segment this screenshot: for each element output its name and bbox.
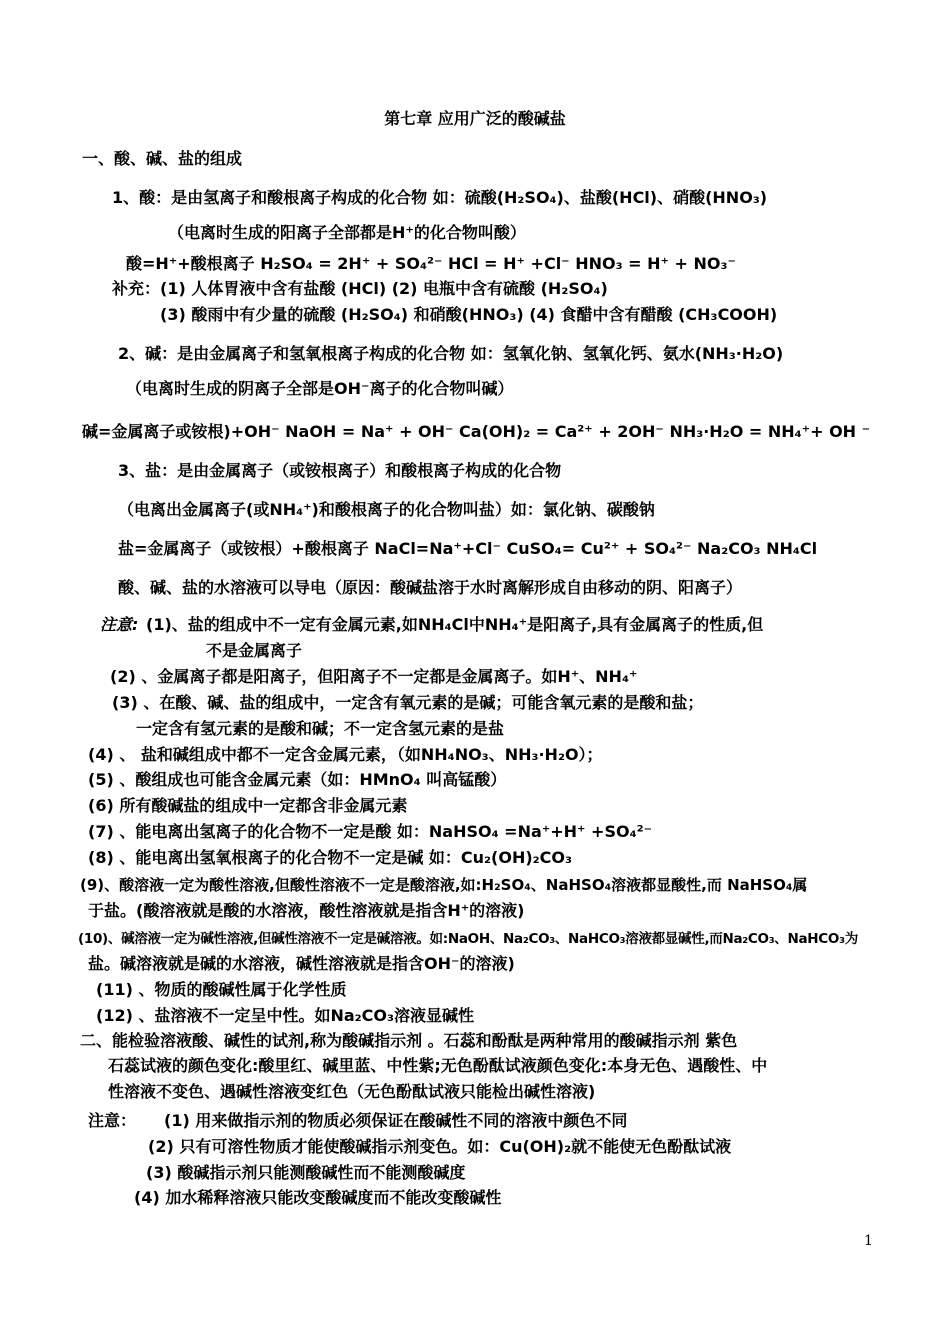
- acid-supplement-1: 补充：(1) 人体胃液中含有盐酸 (HCl) (2) 电瓶中含有硫酸 (H₂SO₄): [112, 279, 608, 298]
- base-definition: 2、碱：是由金属离子和氢氧根离子构成的化合物 如：氢氧化钠、氢氧化钙、氨水(NH₃·H₂O): [118, 344, 784, 363]
- section-heading-1: 一、酸、碱、盐的组成: [82, 149, 243, 168]
- attention-3: (3) 酸碱指示剂只能测酸碱性而不能测酸碱度: [146, 1163, 466, 1182]
- attention-1: (1) 用来做指示剂的物质必须保证在酸碱性不同的溶液中颜色不同: [164, 1111, 628, 1130]
- note-1a: (1)、盐的组成中不一定有金属元素,如NH₄Cl中NH₄⁺是阳离子,具有金属离子的性质,但: [146, 615, 764, 634]
- note-1b: 不是金属离子: [206, 641, 303, 660]
- page-title: 第七章 应用广泛的酸碱盐: [384, 109, 566, 128]
- indicator-colors-1: 石蕊试液的颜色变化:酸里红、碱里蓝、中性紫;无色酚酞试液颜色变化:本身无色、遇酸性、中: [108, 1056, 768, 1075]
- note-2: (2) 、金属离子都是阳离子，但阳离子不一定都是金属离子。如H⁺、NH₄⁺: [110, 667, 638, 686]
- note-9b: 于盐。(酸溶液就是酸的水溶液，酸性溶液就是指含H⁺的溶液): [88, 901, 525, 920]
- note-3b: 一定含有氢元素的是酸和碱；不一定含氢元素的是盐: [136, 719, 505, 738]
- note-6: (6) 所有酸碱盐的组成中一定都含非金属元素: [88, 796, 408, 815]
- note-12: (12) 、盐溶液不一定呈中性。如Na₂CO₃溶液显碱性: [96, 1006, 475, 1025]
- note-10b: 盐。碱溶液就是碱的水溶液，碱性溶液就是指含OH⁻的溶液): [88, 954, 515, 973]
- conductivity-note: 酸、碱、盐的水溶液可以导电（原因：酸碱盐溶于水时离解形成自由移动的阴、阳离子）: [118, 578, 743, 597]
- note-10a: (10)、碱溶液一定为碱性溶液,但碱性溶液不一定是碱溶液。如:NaOH、Na₂CO₃、NaHCO₃溶液都显碱性,而Na₂CO₃、NaHCO₃为: [78, 931, 858, 947]
- base-ionization-note: （电离时生成的阴离子全部是OH⁻离子的化合物叫碱）: [126, 379, 514, 398]
- note-11: (11) 、物质的酸碱性属于化学性质: [96, 980, 347, 999]
- note-3a: (3) 、在酸、碱、盐的组成中，一定含有氧元素的是碱；可能含氧元素的是酸和盐；: [112, 693, 704, 712]
- page-number: 1: [864, 1233, 873, 1249]
- note-label: 注意:: [100, 615, 139, 634]
- section-heading-2: 二、能检验溶液酸、碱性的试剂,称为酸碱指示剂 。石蕊和酚酞是两种常用的酸碱指示剂 紫色: [80, 1031, 738, 1050]
- note-4: (4) 、 盐和碱组成中都不一定含金属元素，（如NH₄NO₃、NH₃·H₂O）；: [88, 745, 603, 764]
- attention-4: (4) 加水稀释溶液只能改变酸碱度而不能改变酸碱性: [134, 1188, 502, 1207]
- salt-ionization-note: （电离出金属离子(或NH₄⁺)和酸根离子的化合物叫盐）如：氯化钠、碳酸钠: [118, 500, 655, 519]
- salt-equations: 盐=金属离子（或铵根）+酸根离子 NaCl=Na⁺+Cl⁻ CuSO₄= Cu²⁺ + SO₄²⁻ Na₂CO₃ NH₄Cl: [118, 539, 818, 558]
- salt-definition: 3、盐：是由金属离子（或铵根离子）和酸根离子构成的化合物: [118, 461, 562, 480]
- note-5: (5) 、酸组成也可能含金属元素（如：HMnO₄ 叫高锰酸）: [88, 770, 507, 789]
- attention-2: (2) 只有可溶性物质才能使酸碱指示剂变色。如：Cu(OH)₂就不能使无色酚酞试液: [148, 1137, 732, 1156]
- acid-supplement-2: (3) 酸雨中有少量的硫酸 (H₂SO₄) 和硝酸(HNO₃) (4) 食醋中含有醋酸 (CH₃COOH): [160, 305, 778, 324]
- base-equations: 碱=金属离子或铵根)+OH⁻ NaOH = Na⁺ + OH⁻ Ca(OH)₂ = Ca²⁺ + 2OH⁻ NH₃·H₂O = NH₄⁺+ OH ⁻: [82, 422, 871, 441]
- acid-equations: 酸=H⁺+酸根离子 H₂SO₄ = 2H⁺ + SO₄²⁻ HCl = H⁺ +Cl⁻ HNO₃ = H⁺ + NO₃⁻: [126, 254, 736, 273]
- note-8: (8) 、能电离出氢氧根离子的化合物不一定是碱 如：Cu₂(OH)₂CO₃: [88, 848, 573, 867]
- attention-label: 注意：: [88, 1111, 137, 1130]
- acid-ionization-note: （电离时生成的阳离子全部都是H⁺的化合物叫酸）: [168, 223, 526, 242]
- note-9a: (9)、酸溶液一定为酸性溶液,但酸性溶液不一定是酸溶液,如:H₂SO₄、NaHSO₄溶液都显酸性,而 NaHSO₄属: [80, 876, 808, 894]
- note-7: (7) 、能电离出氢离子的化合物不一定是酸 如：NaHSO₄ =Na⁺+H⁺ +SO₄²⁻: [88, 822, 653, 841]
- indicator-colors-2: 性溶液不变色、遇碱性溶液变红色（无色酚酞试液只能检出碱性溶液): [108, 1082, 596, 1101]
- acid-definition: 1、酸：是由氢离子和酸根离子构成的化合物 如：硫酸(H₂SO₄)、盐酸(HCl)、硝酸(HNO₃): [112, 188, 768, 207]
